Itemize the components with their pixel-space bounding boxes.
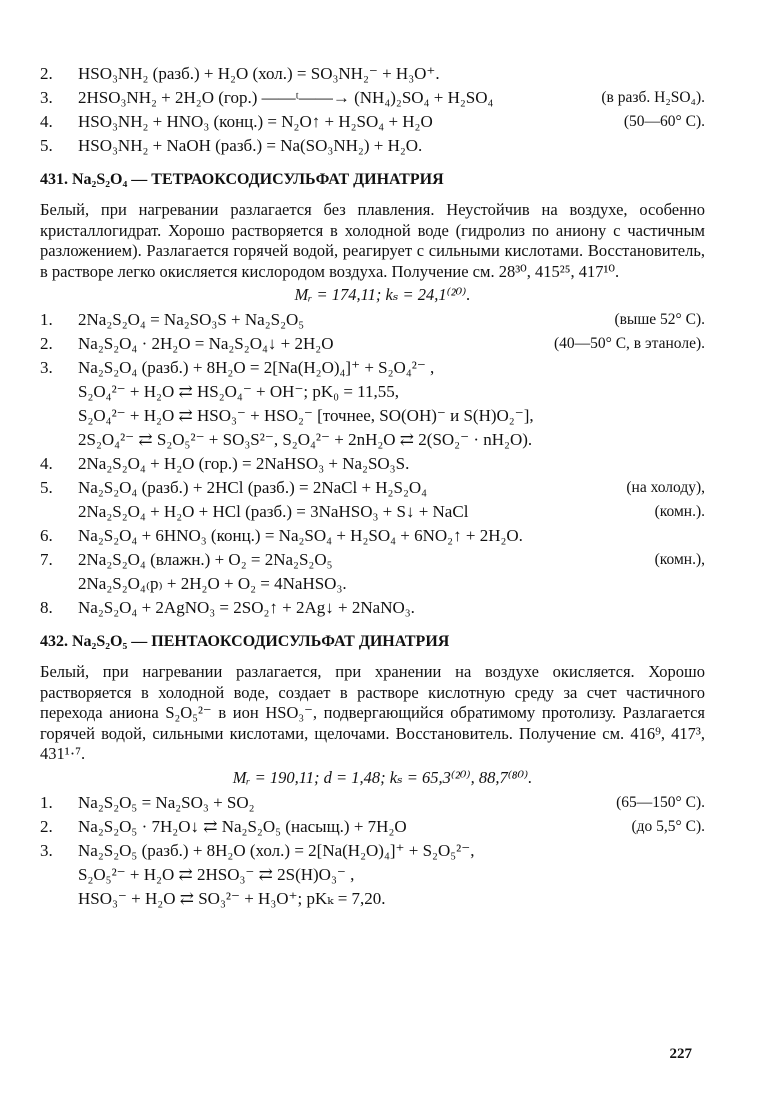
- equation-number: 8.: [40, 598, 53, 617]
- equation-row: [40, 86, 705, 110]
- section-heading: 432. Na₂S₂O₅ — ПЕНТАОКСОДИСУЛЬФАТ ДИНАТРИЯ: [40, 633, 450, 650]
- equation-number: 2.: [40, 334, 53, 353]
- equation-row: [40, 476, 705, 500]
- equation-text: 2S₂O₄²⁻ ⇄ S₂O₅²⁻ + SO₃S²⁻, S₂O₄²⁻ + 2nH₂O ⇄ 2(SO₂⁻ · nH₂O).: [78, 430, 533, 449]
- equation-text: S₂O₄²⁻ + H₂O ⇄ HS₂O₄⁻ + OH⁻; pK₀ = 11,55,: [78, 382, 400, 401]
- equation-row: [40, 887, 705, 911]
- equation-row: [40, 134, 705, 158]
- equation-number: 1.: [40, 310, 53, 329]
- equation-text: 2Na₂S₂O₄ + H₂O (гор.) = 2NaHSO₃ + Na₂SO₃S.: [78, 454, 410, 473]
- equation-text: HSO₃NH₂ (разб.) + H₂O (хол.) = SO₃NH₂⁻ + H₃O⁺.: [78, 64, 440, 83]
- section-heading: 431. Na₂S₂O₄ — ТЕТРАОКСОДИСУЛЬФАТ ДИНАТРИЯ: [40, 171, 444, 188]
- equation-text: Na₂S₂O₅ (разб.) + 8H₂O (хол.) = 2[Na(H₂O)₄]⁺ + S₂O₅²⁻,: [78, 840, 475, 860]
- equation-number: 4.: [40, 112, 53, 131]
- equation-row: [40, 380, 705, 404]
- equation-number: 6.: [40, 526, 53, 545]
- equation-row: [40, 548, 705, 572]
- equation-text: 2HSO₃NH₂ + 2H₂O (гор.) ——ᵗ——→ (NH₄)₂SO₄ + H₂SO₄: [78, 88, 494, 107]
- equation-number: 3.: [40, 88, 53, 107]
- equation-condition: (до 5,5° C).: [631, 817, 705, 835]
- equation-number: 2.: [40, 64, 53, 83]
- equation-row: [40, 110, 705, 134]
- section-description: Белый, при нагревании разлагается без плавления. Неустойчив на воздухе, особенно кристаллогидрат. Хорошо растворяется в холодной воде (гидролиз по аниону с частичным разложением). Разлагается горячей водой, реагирует с сильными кислотами. Восстановитель, в растворе легко окисляется кислородом воздуха. Получение см. 28³⁰, 415²⁵, 417¹⁰.: [40, 200, 705, 281]
- equation-row: [40, 404, 705, 428]
- equation-row: [40, 452, 705, 476]
- equation-row: [40, 839, 705, 863]
- section-description: Белый, при нагревании разлагается, при хранении на воздухе окисляется. Хорошо растворяется в холодной воде, создает в растворе кислотную среду за счет частичного перехода аниона S₂O₅²⁻ в ион HSO₃⁻, подвергающийся обратимому протолизу. Разлагается горячей водой, сильными кислотами, щелочами. Восстановитель. Получение см. 416⁹, 417³, 431¹·⁷.: [40, 662, 705, 763]
- equation-row: [40, 356, 705, 380]
- equation-text: 2Na₂S₂O₄₍р₎ + 2H₂O + O₂ = 4NaHSO₃.: [78, 574, 347, 593]
- equation-condition: (на холоду),: [626, 479, 705, 496]
- equation-text: S₂O₄²⁻ + H₂O ⇄ HSO₃⁻ + HSO₂⁻ [точнее, SO(OH)⁻ и S(H)O₂⁻],: [78, 406, 534, 425]
- equation-text: Na₂S₂O₅ · 7H₂O↓ ⇄ Na₂S₂O₅ (насыщ.) + 7H₂O: [78, 816, 407, 836]
- equation-text: Na₂S₂O₄ · 2H₂O = Na₂S₂O₄↓ + 2H₂O: [78, 334, 334, 353]
- equation-text: Na₂S₂O₄ (разб.) + 2HCl (разб.) = 2NaCl + H₂S₂O₄: [78, 478, 428, 497]
- equation-condition: (комн.),: [654, 551, 705, 568]
- equation-condition: (40—50° C, в этаноле).: [553, 335, 705, 352]
- equation-row: [40, 791, 705, 815]
- equation-number: 3.: [40, 358, 53, 377]
- equation-row: [40, 863, 705, 887]
- top-equations: [40, 62, 705, 158]
- section-431: [40, 168, 705, 620]
- equation-row: [40, 524, 705, 548]
- equation-row: [40, 308, 705, 332]
- section-432: [40, 630, 705, 911]
- equation-text: 2Na₂S₂O₄ (влажн.) + O₂ = 2Na₂S₂O₅: [78, 550, 333, 569]
- equation-number: 1.: [40, 792, 53, 812]
- equation-number: 4.: [40, 454, 53, 473]
- equation-text: Na₂S₂O₅ = Na₂SO₃ + SO₂: [78, 792, 255, 812]
- section-properties: Mᵣ = 174,11; kₛ = 24,1⁽²⁰⁾.: [294, 285, 471, 304]
- equation-number: 7.: [40, 550, 53, 569]
- equation-condition: (выше 52° C).: [614, 311, 705, 328]
- equation-text: 2Na₂S₂O₄ + H₂O + HCl (разб.) = 3NaHSO₃ + S↓ + NaCl: [78, 502, 469, 521]
- equation-number: 3.: [40, 840, 53, 860]
- equation-text: HSO₃NH₂ + HNO₃ (конц.) = N₂O↑ + H₂SO₄ + H₂O: [78, 112, 433, 131]
- page-number: 227: [669, 1046, 692, 1062]
- equation-row: [40, 500, 705, 524]
- equation-number: 5.: [40, 136, 53, 155]
- equation-condition: (50—60° C).: [623, 113, 705, 130]
- section-properties: Mᵣ = 190,11; d = 1,48; kₛ = 65,3⁽²⁰⁾, 88,7⁽⁸⁰⁾.: [232, 767, 533, 787]
- equation-number: 5.: [40, 478, 53, 497]
- equation-row: [40, 62, 705, 86]
- equation-text: Na₂S₂O₄ + 6HNO₃ (конц.) = Na₂SO₄ + H₂SO₄ + 6NO₂↑ + 2H₂O.: [78, 526, 523, 545]
- equation-text: HSO₃⁻ + H₂O ⇄ SO₃²⁻ + H₃O⁺; pKₖ = 7,20.: [78, 888, 386, 908]
- equation-row: [40, 428, 705, 452]
- equation-text: 2Na₂S₂O₄ = Na₂SO₃S + Na₂S₂O₅: [78, 310, 305, 329]
- equation-text: Na₂S₂O₄ + 2AgNO₃ = 2SO₂↑ + 2Ag↓ + 2NaNO₃.: [78, 598, 415, 617]
- equation-text: Na₂S₂O₄ (разб.) + 8H₂O = 2[Na(H₂O)₄]⁺ + S₂O₄²⁻ ,: [78, 358, 435, 377]
- equation-row: [40, 596, 705, 620]
- equation-row: [40, 332, 705, 356]
- equation-condition: (в разб. H₂SO₄).: [601, 89, 705, 106]
- page-content: [40, 62, 705, 911]
- equation-row: [40, 815, 705, 839]
- equation-condition: (65—150° C).: [616, 793, 705, 811]
- equation-row: [40, 572, 705, 596]
- equation-number: 2.: [40, 816, 53, 836]
- equation-text: HSO₃NH₂ + NaOH (разб.) = Na(SO₃NH₂) + H₂O.: [78, 136, 423, 155]
- equation-text: S₂O₅²⁻ + H₂O ⇄ 2HSO₃⁻ ⇄ 2S(H)O₃⁻ ,: [78, 864, 355, 884]
- equation-condition: (комн.).: [654, 503, 705, 520]
